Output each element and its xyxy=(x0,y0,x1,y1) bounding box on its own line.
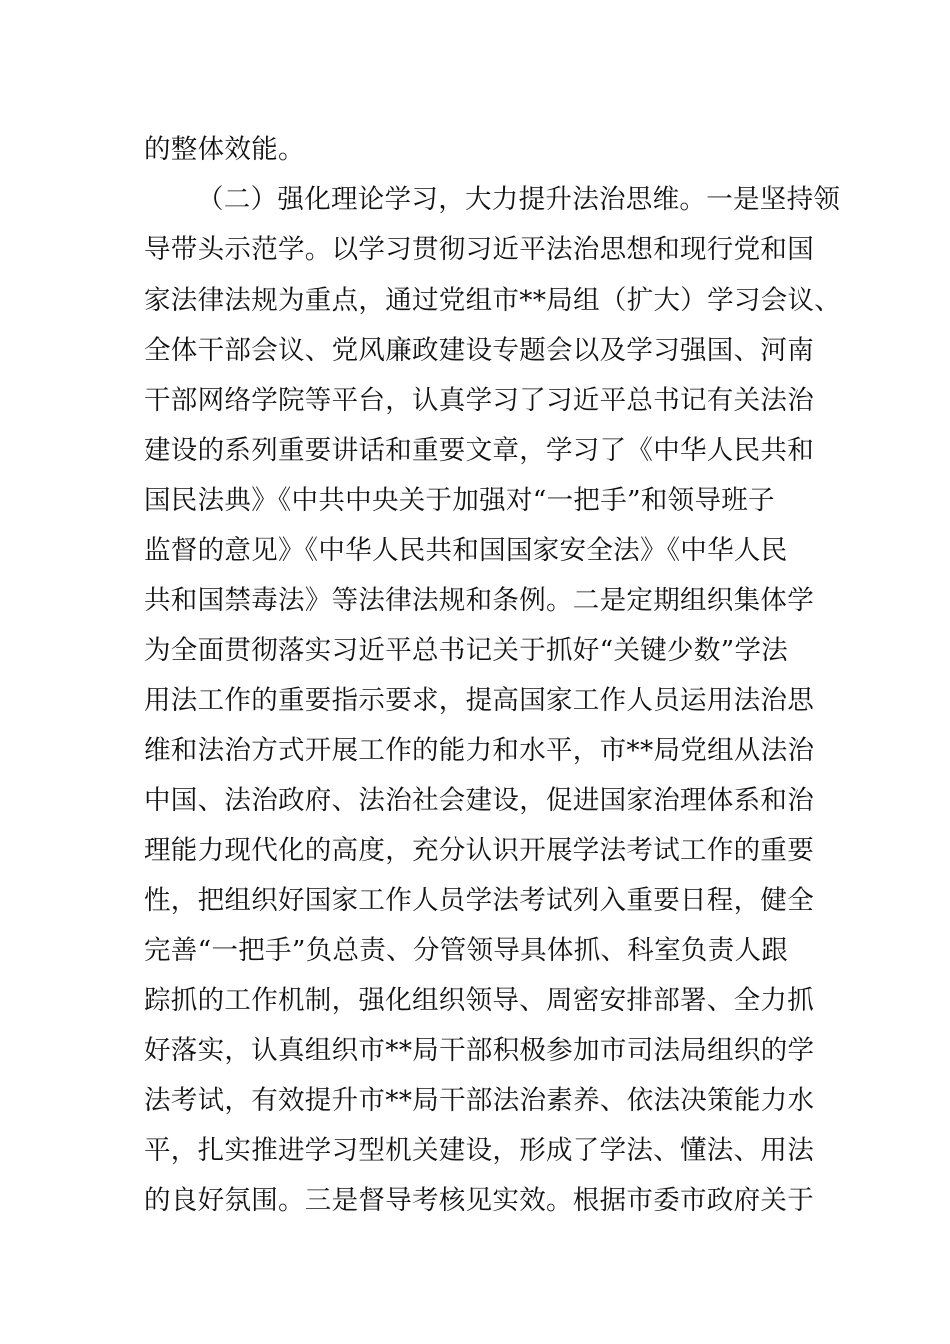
text-line-17: 完善“一把手”负总责、分管领导具体抓、科室负责人跟 xyxy=(144,935,789,966)
text-line-14: 中国、法治政府、法治社会建设，促进国家治理体系和治 xyxy=(144,785,814,816)
text-line-6: 干部网络学院等平台，认真学习了习近平总书记有关法治 xyxy=(144,385,814,416)
text-line-10: 共和国禁毒法》等法律法规和条例。二是定期组织集体学 xyxy=(144,585,814,616)
text-line-13: 维和法治方式开展工作的能力和水平，市**局党组从法治 xyxy=(144,735,815,766)
text-line-16: 性，把组织好国家工作人员学法考试列入重要日程，健全 xyxy=(144,885,814,916)
text-line-12: 用法工作的重要指示要求，提高国家工作人员运用法治思 xyxy=(144,685,814,716)
text-line-8: 国民法典》《中共中央关于加强对“一把手”和领导班子 xyxy=(144,485,775,516)
text-line-3: 导带头示范学。以学习贯彻习近平法治思想和现行党和国 xyxy=(144,234,814,265)
text-line-15: 理能力现代化的高度，充分认识开展学法考试工作的重要 xyxy=(144,835,814,866)
text-line-19: 好落实，认真组织市**局干部积极参加市司法局组织的学 xyxy=(144,1035,815,1066)
text-line-1: 的整体效能。 xyxy=(144,134,305,165)
text-line-21: 平，扎实推进学习型机关建设，形成了学法、懂法、用法 xyxy=(144,1135,814,1166)
text-line-18: 踪抓的工作机制，强化组织领导、周密安排部署、全力抓 xyxy=(144,985,814,1016)
text-line-2: （二）强化理论学习，大力提升法治思维。一是坚持领 xyxy=(197,184,841,215)
text-line-22: 的良好氛围。三是督导考核见实效。根据市委市政府关于 xyxy=(144,1185,814,1216)
text-line-9: 监督的意见》《中华人民共和国国家安全法》《中华人民 xyxy=(144,535,788,566)
text-line-4: 家法律法规为重点，通过党组市**局组（扩大）学习会议、 xyxy=(144,285,842,316)
text-line-5: 全体干部会议、党风廉政建设专题会以及学习强国、河南 xyxy=(144,335,814,366)
text-line-20: 法考试，有效提升市**局干部法治素养、依法决策能力水 xyxy=(144,1085,815,1116)
text-line-7: 建设的系列重要讲话和重要文章，学习了《中华人民共和 xyxy=(144,435,814,466)
text-line-11: 为全面贯彻落实习近平总书记关于抓好“关键少数”学法 xyxy=(144,635,789,666)
